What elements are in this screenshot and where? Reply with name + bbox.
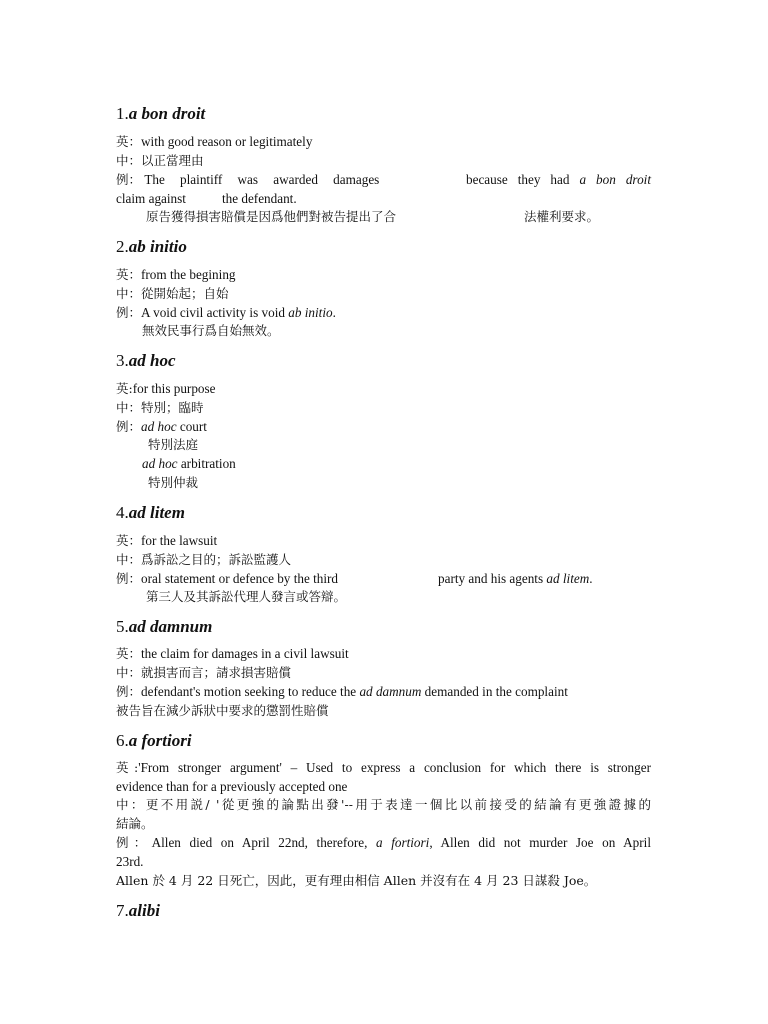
chinese-definition: 中：就損害而言；請求損害賠償 (116, 665, 292, 680)
entry-4-heading (116, 503, 185, 523)
example-sentence: 例：defendant's motion seeking to reduce the ad damnum demanded in the complaint (116, 684, 568, 699)
entry-term: ad damnum (128, 617, 213, 636)
entry-1-heading (116, 104, 205, 124)
entry-2-heading (116, 237, 187, 257)
example-sentence-cont: party and his agents ad litem. (438, 571, 593, 586)
english-definition: 英：the claim for damages in a civil lawsuit (116, 646, 349, 661)
chinese-definition: 中：以正當理由 (116, 153, 204, 168)
entry-number: 3. (116, 351, 129, 370)
example-sentence-cont: because they had a bon droit (466, 172, 651, 187)
entry-number: 6. (116, 731, 129, 750)
example-2: ad hoc arbitration (142, 456, 236, 471)
entry-term: ad litem (128, 503, 185, 522)
english-definition: 英：from the begining (116, 267, 236, 282)
example-sentence: 例： The plaintiff was awarded damages (116, 172, 380, 187)
entry-term: a bon droit (128, 104, 206, 123)
example-1: 例：ad hoc court (116, 419, 207, 434)
chinese-definition: 中：特別；臨時 (116, 400, 204, 415)
entry-number: 5. (116, 617, 129, 636)
example-sentence: 例：oral statement or defence by the third (116, 571, 339, 586)
example-sentence-line2: claim against the defendant. (116, 191, 297, 206)
chinese-definition: 中：從開始起；自始 (116, 286, 229, 301)
example-translation: Allen 於 4 月 22 日死亡，因此，更有理由相信 Allen 并沒有在 4 月 23 日謀殺 Joe。 (116, 873, 597, 888)
english-definition: 英：for the lawsuit (116, 533, 218, 548)
entry-term: ad hoc (128, 351, 176, 370)
example-translation: 第三人及其訴訟代理人發言或答辯。 (146, 589, 347, 604)
chinese-definition: 中：爲訴訟之目的；訴訟監護人 (116, 552, 292, 567)
entry-3-heading (116, 351, 176, 371)
example-2-translation: 特別仲裁 (148, 475, 199, 490)
example-sentence: 例：Allen died on April 22nd, therefore, a fortiori, Allen did not murder Joe on April (116, 835, 651, 850)
example-translation: 原告獲得損害賠償是因爲他們對被告提出了合 (146, 209, 397, 224)
entry-5-heading (116, 617, 212, 637)
entry-6-heading (116, 731, 192, 751)
entry-7-heading (116, 901, 160, 921)
english-definition-line2: evidence than for a previously accepted one (116, 779, 348, 794)
example-sentence: 例：A void civil activity is void ab initio. (116, 305, 336, 320)
entry-number: 4. (116, 503, 129, 522)
english-definition: 英:for this purpose (116, 381, 216, 396)
entry-number: 1. (116, 104, 129, 123)
example-sentence-line2: 23rd. (116, 854, 144, 869)
entry-number: 2. (116, 237, 129, 256)
entry-term: ab initio (128, 237, 187, 256)
example-translation: 無效民事行爲自始無效。 (142, 323, 280, 338)
entry-term: alibi (128, 901, 160, 920)
example-1-translation: 特別法庭 (148, 437, 199, 452)
chinese-definition-line2: 結論。 (116, 816, 154, 831)
entry-term: a fortiori (128, 731, 192, 750)
english-definition: 英:'From stronger argument' – Used to express a conclusion for which there is stronger (116, 760, 651, 775)
example-translation-cont: 法權利要求。 (524, 209, 600, 224)
english-definition: 英：with good reason or legitimately (116, 134, 313, 149)
entry-number: 7. (116, 901, 129, 920)
example-translation: 被告旨在減少訴狀中要求的懲罰性賠償 (116, 703, 329, 718)
chinese-definition: 中：更不用説/ '從更強的論點出發'--用于表達一個比以前接受的結論有更強證據的 (116, 797, 651, 812)
